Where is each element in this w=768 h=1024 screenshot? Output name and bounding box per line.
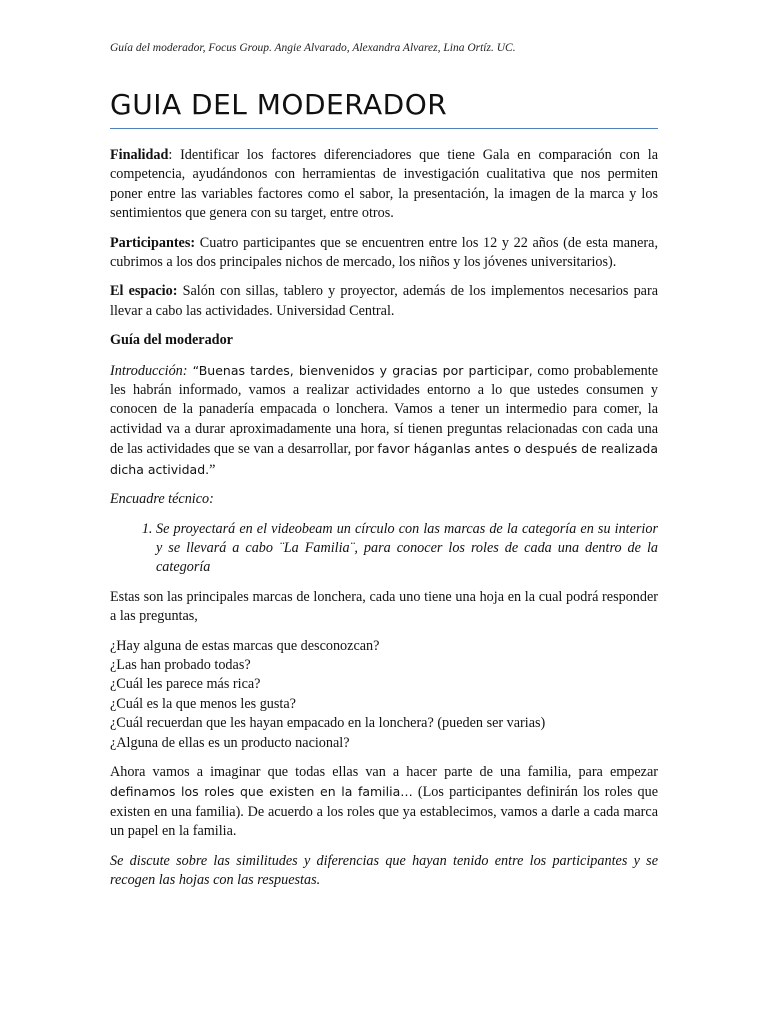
espacio-text: Salón con sillas, tablero y proyector, además de los implementos necesarios para llevar a cabo las actividades. Universidad Central.: [110, 283, 658, 319]
introduccion-label: Introducción:: [110, 362, 188, 379]
familia-text-b: definamos los roles que existen en la familia…: [110, 784, 413, 800]
list-item: 1. Se proyectará en el videobeam un círculo con las marcas de la categoría en su interior y se llevará a cabo ¨La Familia¨, para conocer los roles de cada una dentro de la categoría: [156, 520, 658, 578]
list-item: ¿Las han probado todas?: [110, 656, 251, 673]
activity-list: [110, 520, 658, 578]
question-list: [110, 637, 658, 753]
familia-paragraph: [110, 763, 658, 842]
introduccion-paragraph: [110, 361, 658, 480]
familia-text-a: Ahora vamos a imaginar que todas ellas van a hacer parte de una familia, para empezar: [110, 763, 658, 780]
marcas-paragraph: Estas son las principales marcas de lonchera, cada uno tiene una hoja en la cual podrá responder a las preguntas,: [110, 588, 658, 625]
guia-heading-text: Guía del moderador: [110, 332, 233, 349]
familia-text-c: (Los participantes definirán los roles que existen en una familia). De acuerdo a los roles que ya establecimos, vamos a darle a cada marca un papel en la familia.: [110, 784, 658, 840]
closing-paragraph: Se discute sobre las similitudes y diferencias que hayan tenido entre los participantes y se recogen las hojas con las respuestas.: [110, 852, 658, 888]
introduccion-text-a: “Buenas tardes, bienvenidos y gracias por participar,: [187, 362, 533, 378]
introduccion-text-d: ”: [209, 461, 216, 478]
participantes-paragraph: [110, 234, 658, 273]
document-body: [110, 146, 658, 900]
espacio-paragraph: [110, 282, 658, 321]
list-item: ¿Hay alguna de estas marcas que desconozcan?: [110, 637, 380, 654]
introduccion-text-b: como probablemente les habrán informado, vamos a realizar actividades entorno a lo que ustedes consumen y conocen de la panadería empacada o lonchera. Vamos a tener un intermedio para comer, la actividad va a durar aproximadamente una hora, sí tienen preguntas relacionadas con cada una de las actividades que se van a desarrollar, por: [110, 362, 658, 458]
espacio-label: El espacio:: [110, 283, 178, 300]
finalidad-paragraph: [110, 146, 658, 224]
list-item: ¿Cuál les parece más rica?: [110, 676, 261, 693]
introduccion-text-c: favor háganlas antes o después de realizada dicha actividad.: [110, 441, 658, 477]
finalidad-text: : Identificar los factores diferenciadores que tiene Gala en comparación con la competencia, ayudándonos con herramientas de investigación cualitativa que nos permiten poner entre las variables factores como el sabor, la presentación, la imagen de la marca y los sentimientos que genera con su target, entre otros.: [110, 147, 658, 222]
participantes-text: Cuatro participantes que se encuentren entre los 12 y 22 años (de esta manera, cubrimos a los dos principales nichos de mercado, los niños y los jóvenes universitarios).: [110, 234, 658, 271]
document-title: GUIA DEL MODERADOR: [110, 88, 448, 121]
page-header: Guía del moderador, Focus Group. Angie Alvarado, Alexandra Alvarez, Lina Ortíz. UC.: [110, 42, 516, 54]
list-item: ¿Cuál es la que menos les gusta?: [110, 695, 296, 712]
participantes-label: Participantes:: [110, 234, 196, 251]
encuadre-heading: Encuadre técnico:: [110, 491, 214, 508]
list-item: ¿Alguna de ellas es un producto nacional?: [110, 734, 350, 751]
title-divider: [110, 128, 658, 129]
finalidad-label: Finalidad: [110, 147, 169, 163]
guia-heading: [110, 331, 658, 350]
list-item: ¿Cuál recuerdan que les hayan empacado en la lonchera? (pueden ser varias): [110, 715, 546, 732]
